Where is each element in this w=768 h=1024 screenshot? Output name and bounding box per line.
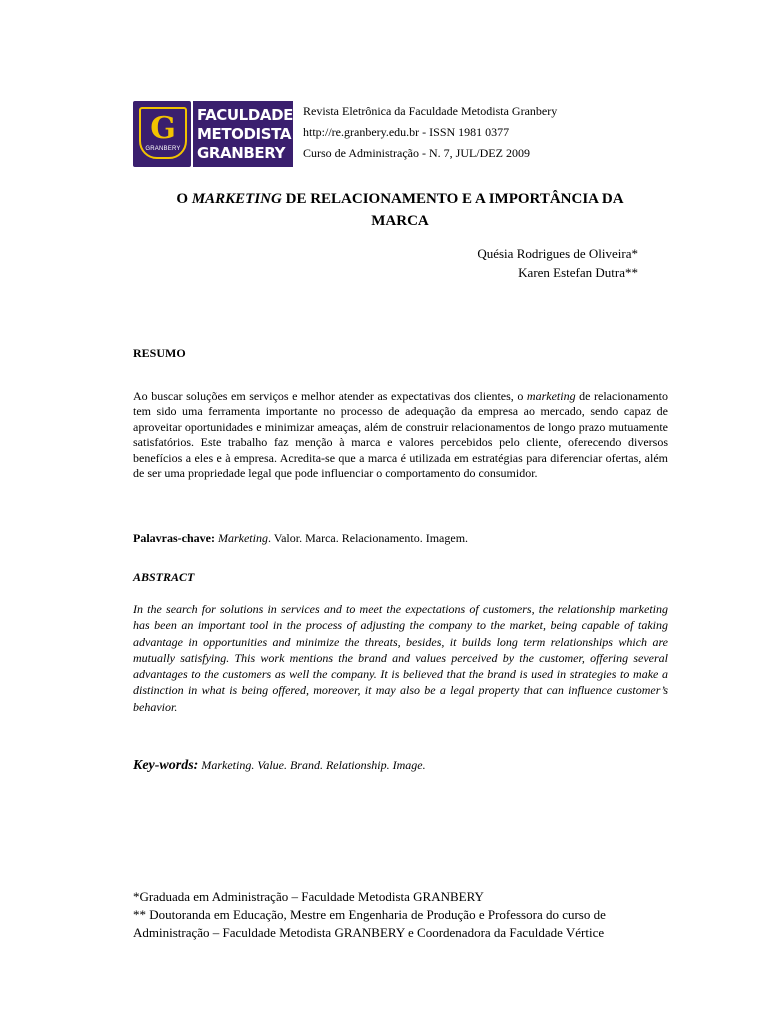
- resumo-text-after: de relacionamento tem sido uma ferramenta importante no processo de adequação da empresa ao mercado, sendo capaz de aproveitar oportunidades e minimizar ameaças, além de construir relacionamentos de longo prazo mutuamente satisfatórios. Este trabalho faz menção à marca e valores percebidos pelo cliente, oferecendo diversos benefícios a eles e à empresa. Acredita-se que a marca é utilizada em estratégias para diferenciar ofertas, além de ser uma propriedade legal que pode influenciar o comportamento do consumidor.: [133, 389, 668, 481]
- resumo-text-before: Ao buscar soluções em serviços e melhor atender as expectativas dos clientes, o: [133, 389, 527, 403]
- keywords-en-label: Key-words:: [133, 758, 199, 773]
- author-2: Karen Estefan Dutra**: [518, 265, 638, 280]
- logo-emblem-icon: [139, 107, 187, 159]
- abstract-paragraph: In the search for solutions in services and to meet the expectations of customers, the relationship marketing has been an important tool in the process of adjusting the company to the market, being capable of taking advantage in opportunities and minimize the threats, besides, it builds long term relationships which are mutually satisfying. This work mentions the brand and values perceived by the customer, offering several advantages to the customers as well the company. It is believed that the brand is used in strategies to make a distinction in what is being offered, moreover, it may also be a legal property that can influence customer’s behavior.: [133, 602, 668, 714]
- journal-header: [303, 101, 557, 164]
- journal-name: Revista Eletrônica da Faculdade Metodista Granbery: [303, 104, 558, 118]
- abstract-heading: ABSTRACT: [133, 570, 195, 584]
- logo-line-2: METODISTA: [196, 124, 292, 143]
- resumo-paragraph: [133, 389, 668, 481]
- footnote-2: ** Doutoranda em Educação, Mestre em Engenharia de Produção e Professora do curso de Administração – Faculdade Metodista GRANBERY e Coordenadora da Faculdade Vértice: [133, 907, 606, 940]
- keywords-portuguese: [133, 531, 468, 546]
- keywords-pt-italic-term: Marketing: [217, 531, 268, 545]
- logo-initial: G: [150, 111, 176, 146]
- logo-small-label: GRANBERY: [145, 146, 181, 152]
- title-line-1-rest: DE RELACIONAMENTO E A IMPORTÂNCIA DA: [281, 191, 624, 207]
- logo-shield: [133, 101, 191, 167]
- keywords-pt-label: Palavras-chave:: [133, 531, 215, 545]
- keywords-pt-rest: . Valor. Marca. Relacionamento. Imagem.: [267, 531, 469, 545]
- title-prefix: O: [176, 191, 192, 207]
- title-line-2: MARCA: [371, 213, 429, 229]
- journal-url-issn: http://re.granbery.edu.br - ISSN 1981 0377: [303, 125, 510, 139]
- resumo-heading: RESUMO: [133, 346, 186, 360]
- paper-title: [130, 188, 670, 232]
- resumo-italic-word: marketing: [526, 389, 576, 403]
- authors-block: [477, 244, 638, 282]
- logo-line-1: FACULDADE: [196, 105, 293, 124]
- keywords-english: [133, 758, 426, 774]
- author-1: Quésia Rodrigues de Oliveira*: [477, 246, 638, 261]
- journal-course-issue: Curso de Administração - N. 7, JUL/DEZ 2009: [303, 146, 530, 160]
- footnotes: [133, 888, 673, 942]
- logo-wordmark: [193, 101, 293, 167]
- logo-line-3: GRANBERY: [196, 143, 286, 162]
- footnote-1: *Graduada em Administração – Faculdade Metodista GRANBERY: [133, 889, 484, 904]
- keywords-en-text: Marketing. Value. Brand. Relationship. Image.: [198, 758, 426, 772]
- title-line-1: [130, 188, 670, 210]
- title-italic-word: MARKETING: [191, 191, 282, 207]
- institution-logo: [133, 101, 293, 167]
